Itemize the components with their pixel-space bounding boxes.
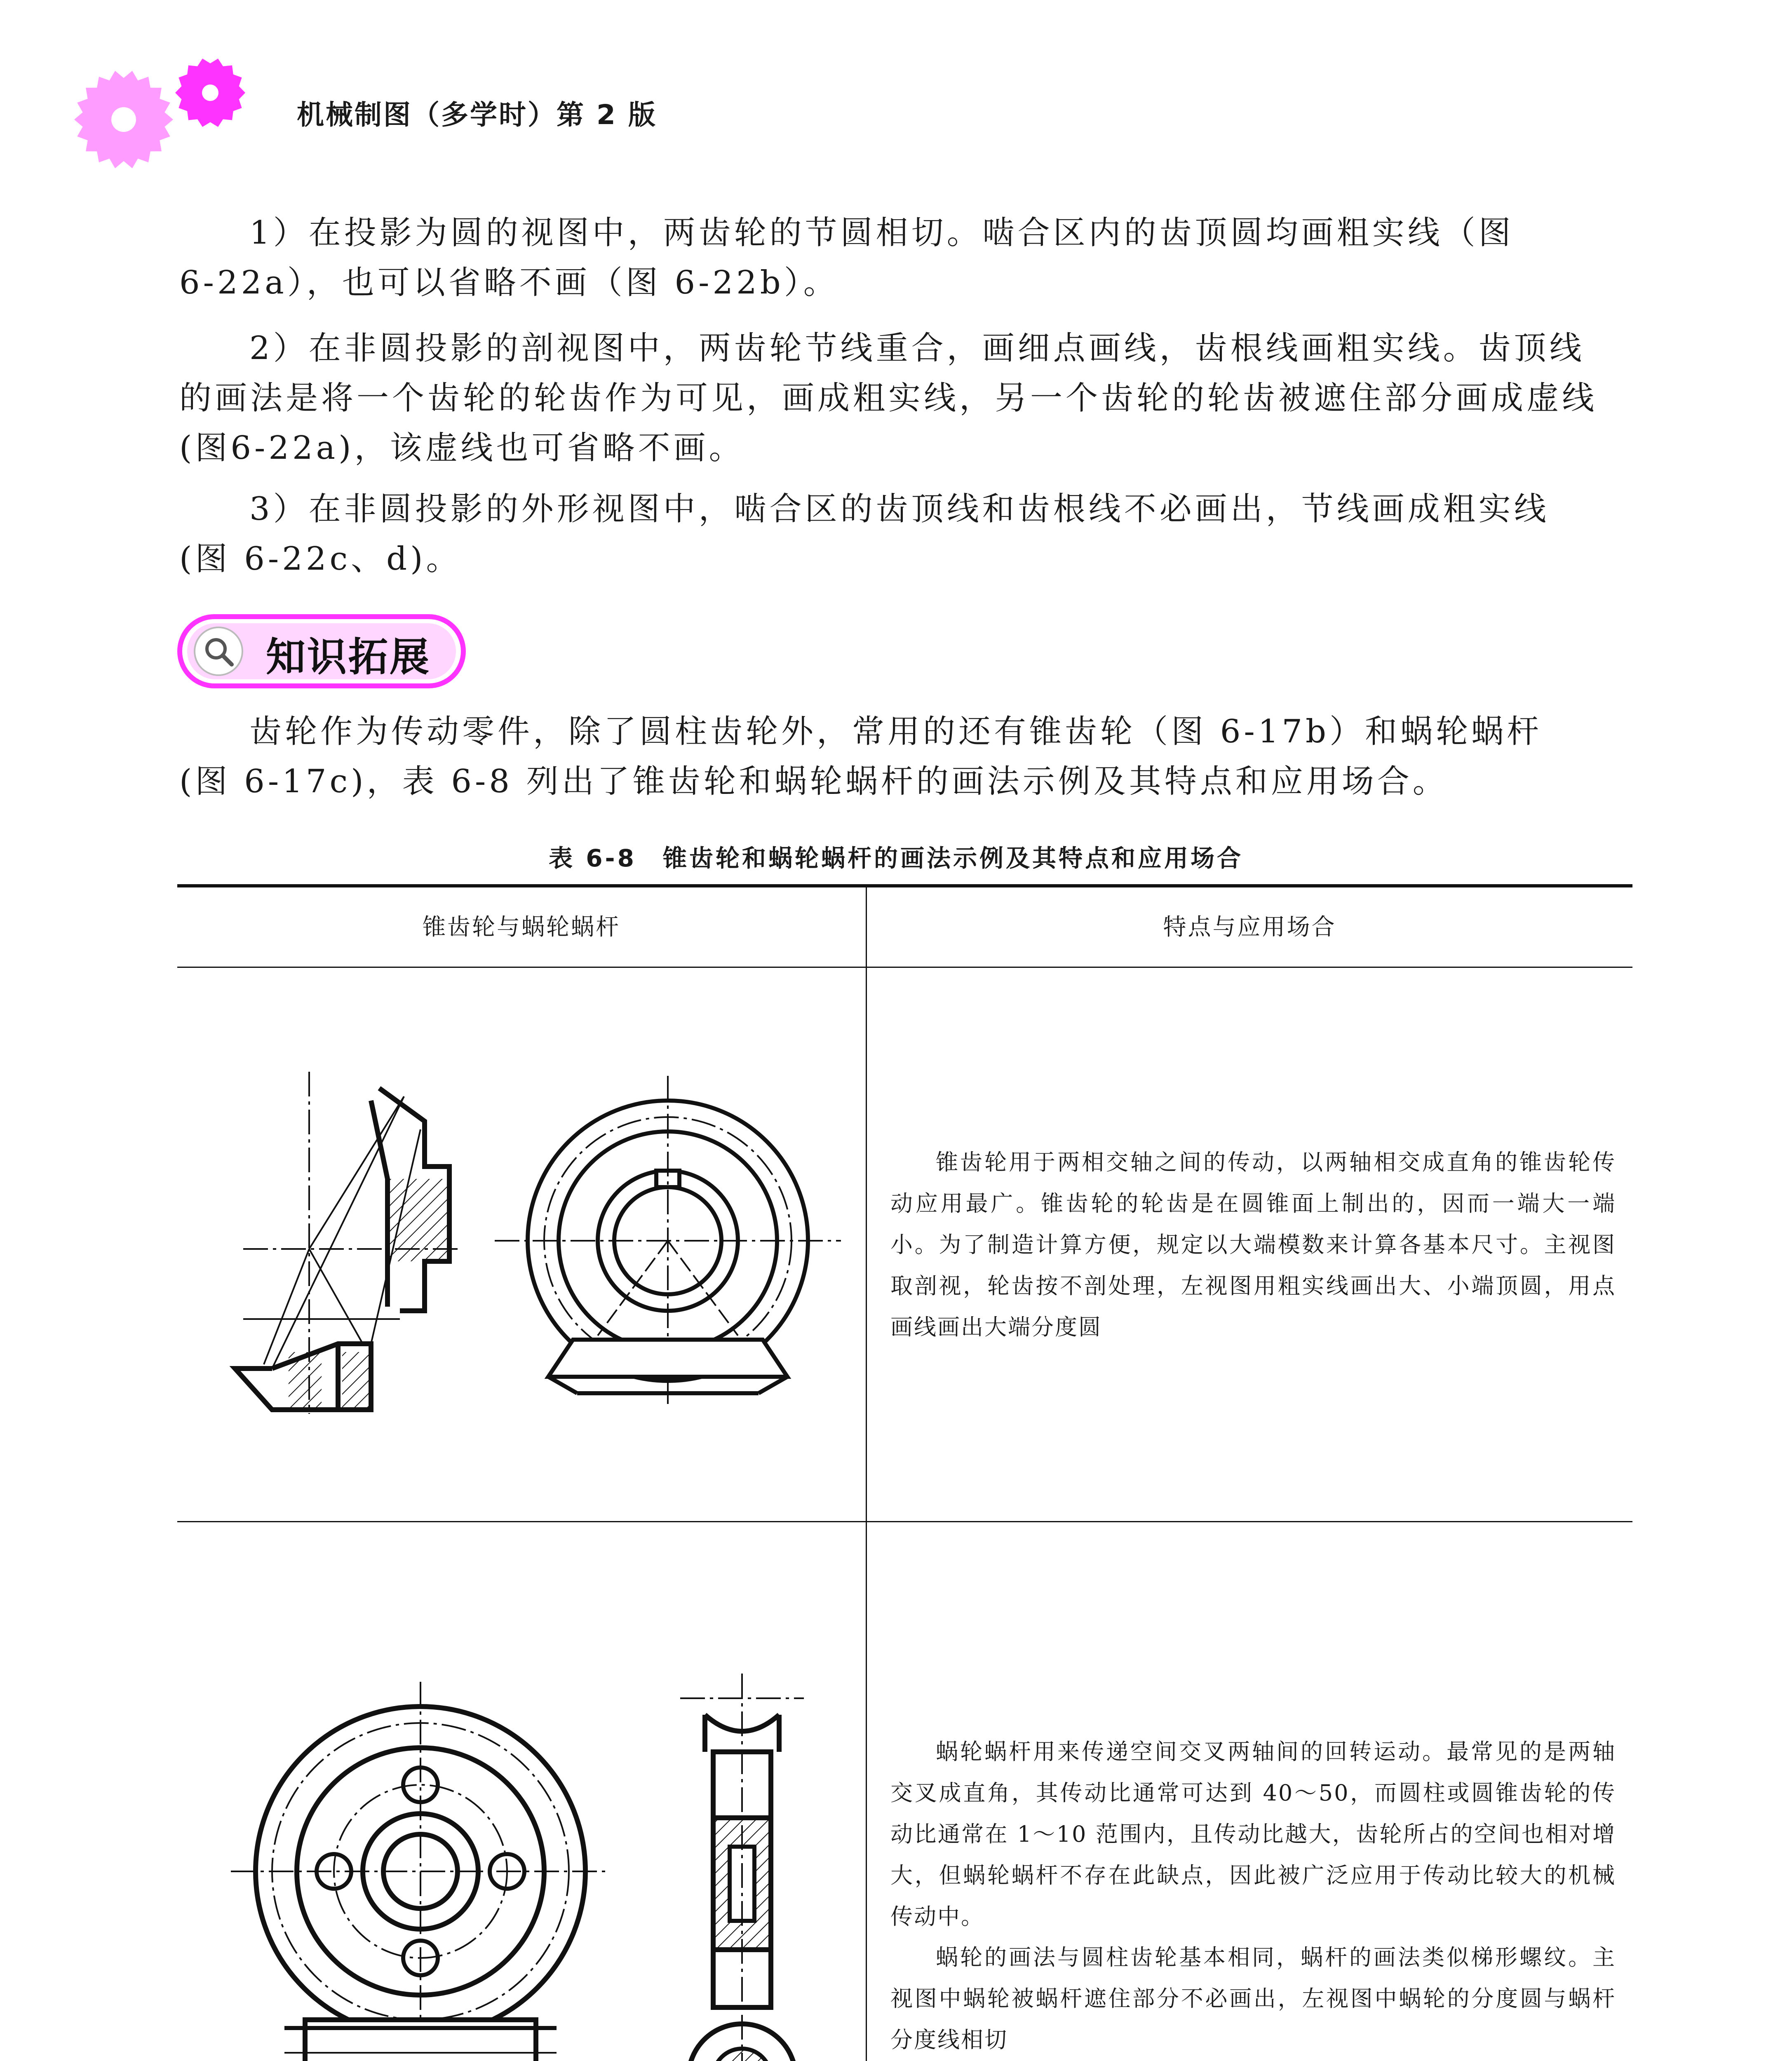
badge-label: 知识拓展 [266,634,431,680]
table-row-rule [177,1521,1632,1522]
table-column-divider [866,886,867,2061]
book-title: 机械制图（多学时）第 2 版 [297,99,657,131]
paragraph-2: 2）在非圆投影的剖视图中，两齿轮节线重合，画细点画线，齿根线画粗实线。齿顶线 的画法是将一个齿轮的轮齿作为可见，画成粗实线，另一个齿轮的轮齿被遮住部分画成虚线 (图6-22a)，该虚线也可省略不画。 [179,330,1598,467]
column-header-figures: 锥齿轮与蜗轮蜗杆 [423,914,620,941]
bevel-gear-description: 锥齿轮用于两相交轴之间的传动，以两轴相交成直角的锥齿轮传动应用最广。锥齿轮的轮齿是在圆锥面上制出的，因而一端大一端小。为了制造计算方便，规定以大端模数来计算各基本尺寸。主视图取剖视，轮齿按不剖处理，左视图用粗实线画出大、小端顶圆，用点画线画出大端分度圆 [890,1149,1616,1340]
table-caption: 表 6-8 锥齿轮和蜗轮蜗杆的画法示例及其特点和应用场合 [549,844,1243,872]
table-header-rule [177,967,1632,968]
column-header-features: 特点与应用场合 [1163,914,1336,941]
worm-gear-drawing [247,1649,866,2061]
worm-gear-description: 蜗轮蜗杆用来传递空间交叉两轴间的回转运动。最常见的是两轴交叉成直角，其传动比通常可达到 40～50，而圆柱或圆锥齿轮的传动比通常在 1～10 范围内，且传动比越大，齿轮所占的空间也相对增大，但蜗轮蜗杆不存在此缺点，因此被广泛应用于传动比较大的机械传动中。 蜗轮的画法与圆柱齿轮基本相同，蜗杆的画法类似梯形螺纹。主视图中蜗轮被蜗杆遮住部分不必画出，左视图中蜗轮的分度圆与蜗杆分度线相切 [890,1739,1616,2053]
paragraph-3: 3）在非圆投影的外形视图中，啮合区的齿顶线和齿根线不必画出，节线画成粗实线 (图 6-22c、d)。 [179,491,1550,577]
knowledge-paragraph: 齿轮作为传动零件，除了圆柱齿轮外，常用的还有锥齿轮（图 6-17b）和蜗轮蜗杆 (图 6-17c)，表 6-8 列出了锥齿轮和蜗轮蜗杆的画法示例及其特点和应用场合。 [179,713,1542,800]
bevel-gear-drawing [206,1055,824,1426]
magnifier-icon [195,627,242,675]
paragraph-1: 1）在投影为圆的视图中，两齿轮的节圆相切。啮合区内的齿顶圆均画粗实线（图 6-22a），也可以省略不画（图 6-22b）。 [179,214,1514,301]
table-top-rule [177,884,1632,887]
knowledge-badge [177,614,466,688]
gear-logo-icon [74,54,264,190]
